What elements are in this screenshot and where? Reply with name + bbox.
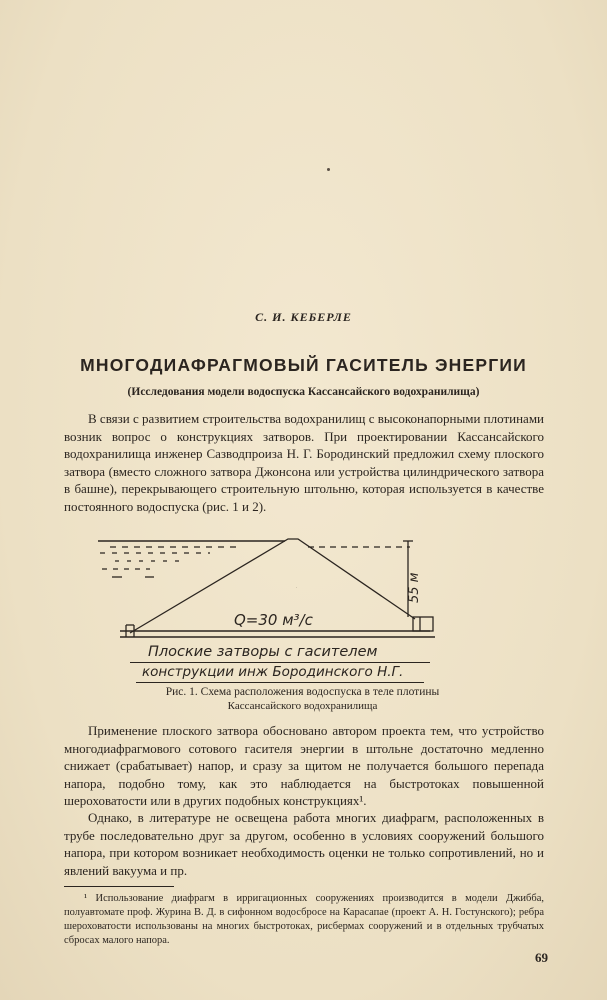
figure-caption-2: Кассансайского водохранилища xyxy=(227,700,378,712)
paragraph-2: Применение плоского затвора обосновано автором проекта тем, что устройство многодиафрагмового сотового гасителя энергии в штольне достаточно медленно снижает (срабатывает) напор, и сразу за щитом не получается большого перепада напора, подобно тому, как это наблюдается на быстротоках повышенной шероховатости или в других подобных конструкциях¹. xyxy=(64,723,544,808)
svg-text:·: · xyxy=(296,585,298,590)
page-number: 69 xyxy=(535,950,548,965)
footnote: ¹ Использование диафрагм в ирригационных сооружениях производится в модели Джибба, полуавтомате проф. Журина В. Д. в сифонном водосбросе на Карасапае (проект А. Н. Гостунского); ребра шероховатости использованы на многих быстротоках, рисбермах сооружений и в отдельных трубчатых сбросах малого напора. xyxy=(64,893,544,946)
handwritten-caption-1: Плоские затворы с гасителем xyxy=(148,644,378,660)
article-subtitle: (Исследования модели водоспуска Кассансайского водохранилища) xyxy=(127,386,480,398)
dam-diagram xyxy=(90,533,450,645)
underline-1 xyxy=(130,662,430,663)
flow-label: Q=30 м³/с xyxy=(234,611,313,629)
figure-caption-1: Рис. 1. Схема расположения водоспуска в теле плотины xyxy=(165,686,440,698)
article-title: МНОГОДИАФРАГМОВЫЙ ГАСИТЕЛЬ ЭНЕРГИИ xyxy=(80,355,527,375)
author-name: С. И. КЕБЕРЛЕ xyxy=(255,310,352,324)
dot-mark xyxy=(327,168,330,171)
height-label: 55 м xyxy=(407,572,422,603)
footnote-separator xyxy=(64,886,174,887)
paragraph-1: В связи с развитием строительства водохранилищ с высоконапорными плотинами возник вопрос о конструкциях затворов. При проектировании Кассансайского водохранилища инженер Сазводпроиза Н. Г. Бородинский предложил схему плоского затвора (вместо сложного затвора Джонсона или устройства цилиндрического затвора в башне), перекрывающего строительную штольню, которая используется в качестве постоянного водоспуска (рис. 1 и 2). xyxy=(64,411,544,514)
handwritten-caption-2: конструкции инж Бородинского Н.Г. xyxy=(142,664,404,680)
paragraph-3: Однако, в литературе не освещена работа многих диафрагм, расположенных в трубе последовательно друг за другом, особенно в условиях сооружений большого напора, при котором возникает необходимость оценки не только сопротивлений, но и явлений вакуума и пр. xyxy=(64,810,544,878)
underline-2 xyxy=(136,682,424,683)
